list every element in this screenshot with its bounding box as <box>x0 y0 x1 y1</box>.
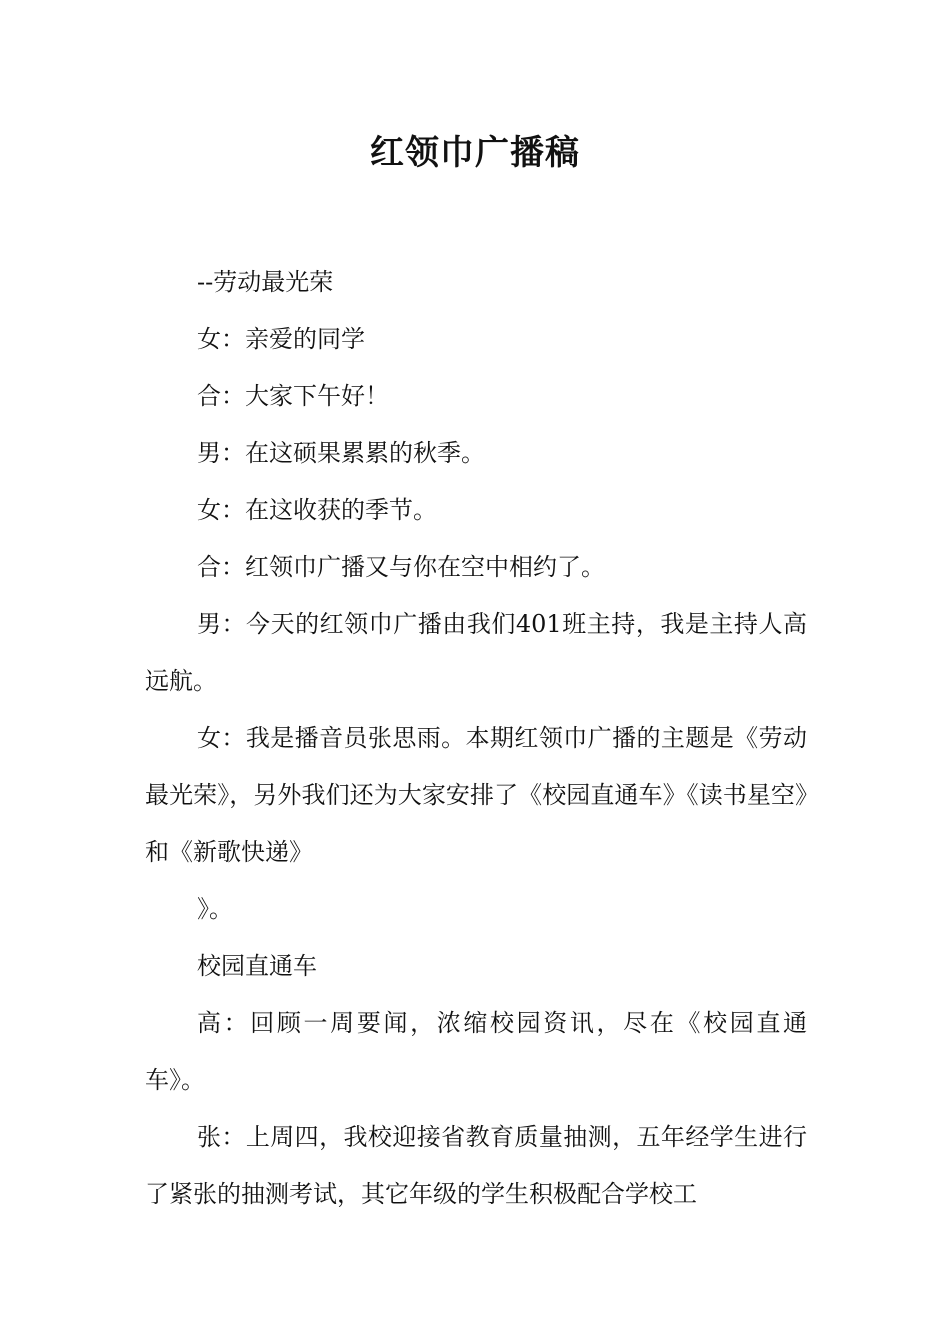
dialogue-line: 女：亲爱的同学 <box>197 325 365 353</box>
dialogue-line: 合：红领巾广播又与你在空中相约了。 <box>197 553 605 581</box>
dialogue-line: 合：大家下午好！ <box>197 382 389 410</box>
document-body <box>145 254 807 1223</box>
dialogue-line: 女：在这收获的季节。 <box>197 496 437 524</box>
dialogue-line: 高：回顾一周要闻，浓缩校园资讯，尽在《校园直通车》。 <box>145 1009 807 1094</box>
document-title: 红领巾广播稿 <box>370 133 580 173</box>
section-heading: 校园直通车 <box>197 952 317 980</box>
subtitle-line: --劳动最光荣 <box>197 268 334 296</box>
dialogue-line: 张：上周四，我校迎接省教育质量抽测，五年经学生进行了紧张的抽测考试，其它年级的学生积极配合学校工 <box>145 1123 807 1208</box>
dialogue-line: 男：在这硕果累累的秋季。 <box>197 439 485 467</box>
dialogue-line: 女：我是播音员张思雨。本期红领巾广播的主题是《劳动最光荣》，另外我们还为大家安排了《校园直通车》《读书星空》和《新歌快递》 <box>145 724 807 866</box>
dialogue-line: 》。 <box>197 895 233 923</box>
dialogue-line: 男：今天的红领巾广播由我们401班主持，我是主持人高远航。 <box>145 610 807 695</box>
